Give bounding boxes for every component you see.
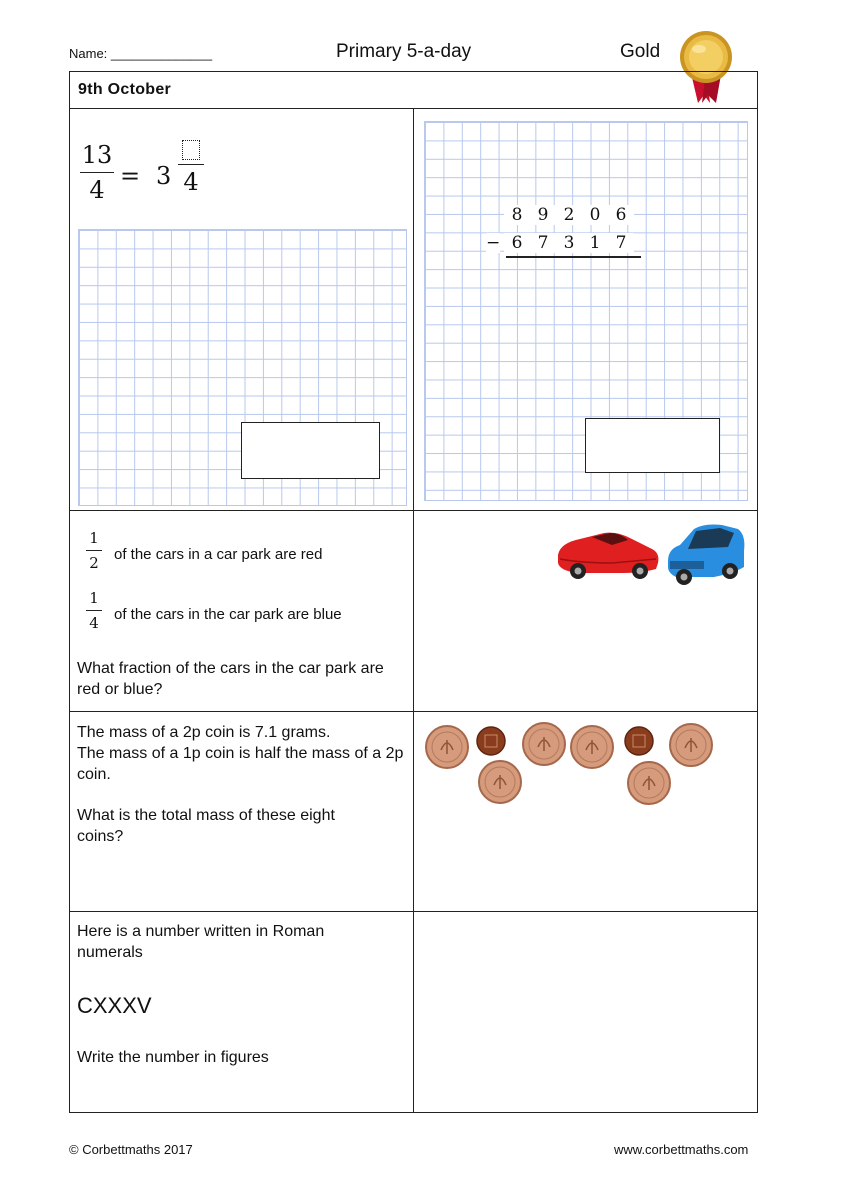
q2-answer-box[interactable] bbox=[585, 418, 720, 473]
q1-denominator: 4 bbox=[89, 176, 105, 204]
q3-fraction-blue bbox=[86, 589, 102, 632]
q2-minus-sign: − bbox=[486, 233, 501, 253]
q1-answer-denominator: 4 bbox=[183, 168, 199, 196]
q2-top-digit: 9 bbox=[530, 205, 556, 225]
q4-line2: The mass of a 1p coin is half the mass of a 2p coin. bbox=[77, 745, 404, 783]
page-title: Primary 5-a-day bbox=[336, 41, 472, 62]
q5-instruction: Write the number in figures bbox=[77, 1049, 269, 1066]
two-pence-coin-icon bbox=[523, 723, 565, 765]
q3-fraction-red bbox=[86, 529, 102, 572]
q2-answer-line bbox=[506, 256, 641, 258]
coins-group bbox=[424, 718, 724, 808]
two-pence-coin-icon bbox=[479, 761, 521, 803]
q1-answer-blank[interactable] bbox=[182, 140, 200, 160]
q3-frac1-numerator: 1 bbox=[89, 529, 99, 547]
q2-bottom-digit: 3 bbox=[556, 233, 582, 253]
q2-bottom-digit: 7 bbox=[608, 233, 634, 253]
q1-equals: = bbox=[120, 162, 141, 190]
q3-frac2-numerator: 1 bbox=[89, 589, 99, 607]
q1-fraction bbox=[80, 141, 114, 204]
q1-whole: 3 bbox=[156, 162, 172, 190]
q2-bottom-digit: 1 bbox=[582, 233, 608, 253]
q4-line1: The mass of a 2p coin is 7.1 grams. bbox=[77, 724, 331, 741]
q3-line-blue: of the cars in the car park are blue bbox=[114, 606, 342, 623]
footer-website[interactable]: www.corbettmaths.com bbox=[614, 1142, 749, 1157]
q2-bottom-digit: 6 bbox=[504, 233, 530, 253]
q2-top-digit: 2 bbox=[556, 205, 582, 225]
one-penny-coin-icon bbox=[625, 727, 653, 755]
two-pence-coin-icon bbox=[670, 724, 712, 766]
q5-roman-numeral: CXXXV bbox=[77, 993, 152, 1018]
two-pence-coin-icon bbox=[426, 726, 468, 768]
name-label: Name: ______________ bbox=[69, 46, 213, 61]
red-car-icon bbox=[552, 523, 662, 585]
q3-question: What fraction of the cars in the car park are red or blue? bbox=[77, 660, 384, 698]
q1-answer-box[interactable] bbox=[241, 422, 380, 479]
date-text: 9th October bbox=[78, 81, 172, 98]
one-penny-coin-icon bbox=[477, 727, 505, 755]
q5-intro: Here is a number written in Roman numerals bbox=[77, 923, 325, 961]
q3-frac2-denominator: 4 bbox=[89, 614, 99, 632]
q2-top-digit: 8 bbox=[504, 205, 530, 225]
q3-line-red: of the cars in a car park are red bbox=[114, 546, 323, 563]
two-pence-coin-icon bbox=[571, 726, 613, 768]
footer-copyright: © Corbettmaths 2017 bbox=[69, 1142, 193, 1157]
q1-numerator: 13 bbox=[81, 141, 113, 169]
level-label: Gold bbox=[620, 41, 661, 62]
q3-frac1-denominator: 2 bbox=[89, 554, 99, 572]
blue-car-icon bbox=[664, 521, 748, 589]
two-pence-coin-icon bbox=[628, 762, 670, 804]
q2-top-digit: 6 bbox=[608, 205, 634, 225]
date-bar bbox=[69, 71, 758, 109]
q2-bottom-digit: 7 bbox=[530, 233, 556, 253]
q2-top-digit: 0 bbox=[582, 205, 608, 225]
q4-question: What is the total mass of these eight coins? bbox=[77, 807, 335, 845]
q1-answer-fraction bbox=[178, 140, 204, 196]
column-divider bbox=[413, 109, 414, 1113]
